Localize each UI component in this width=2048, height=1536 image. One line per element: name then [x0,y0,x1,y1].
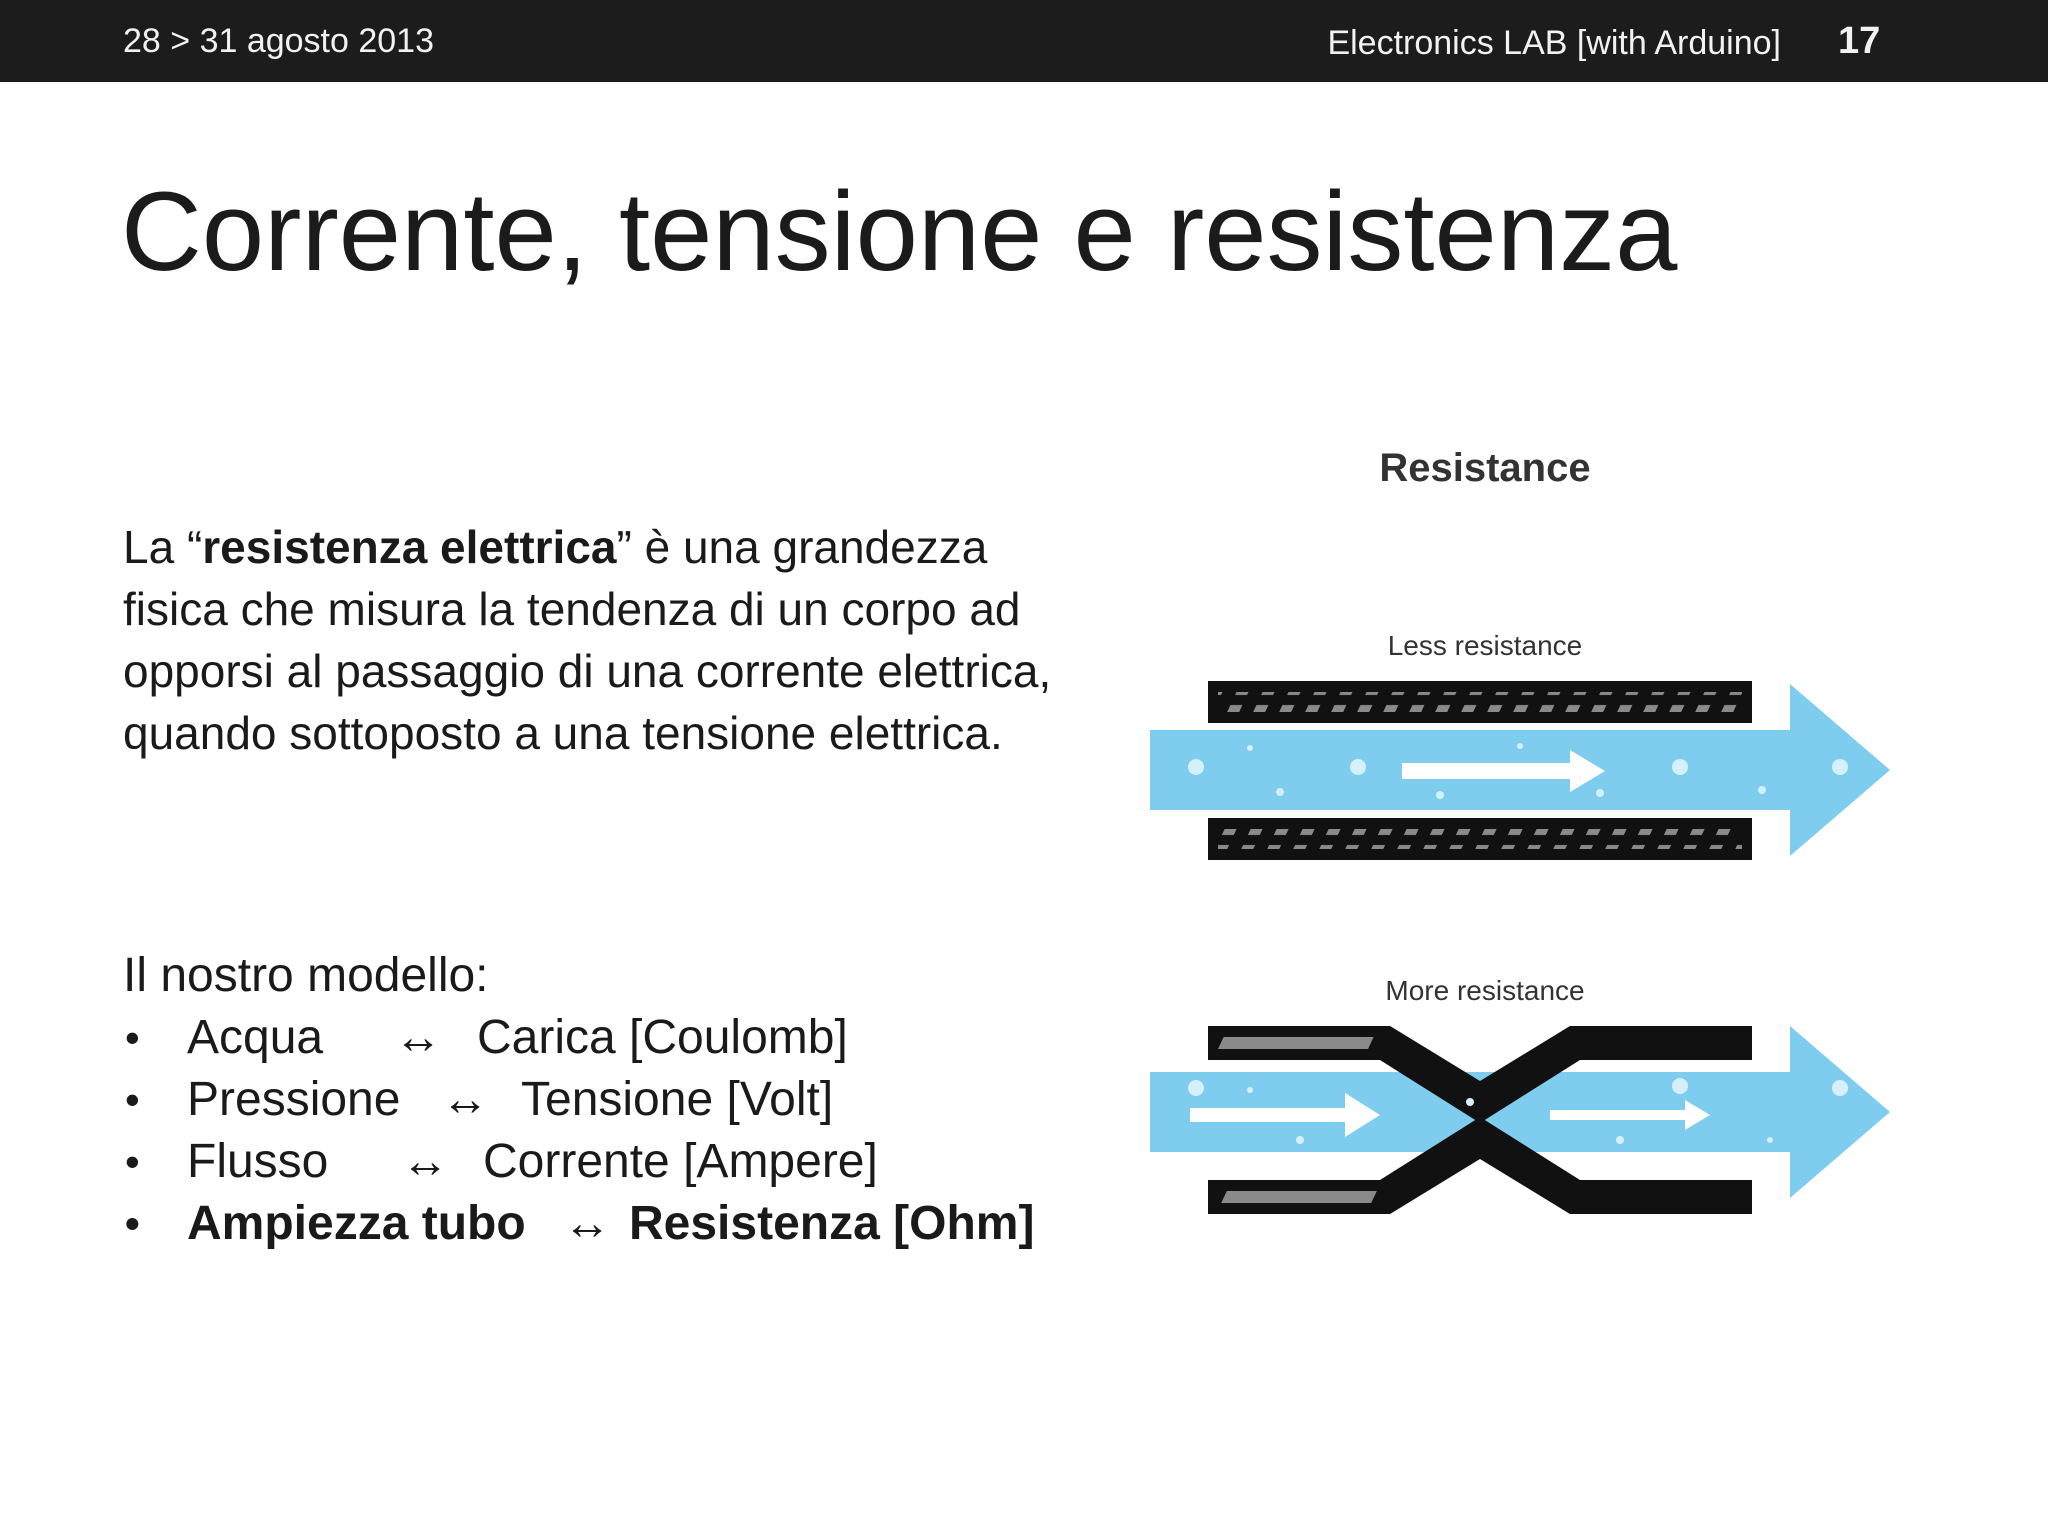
less-resistance-diagram [1150,681,1890,860]
model-item [123,1007,1123,1069]
resistance-figure [1140,440,1920,1300]
model-item [123,1131,1123,1193]
definition-rest: ” è una grandezza fisica che misura la tendenza di un corpo ad opporsi al passaggio di una corrente elettrica, quando sottoposto a una tensione elettrica. [123,521,1052,759]
model-item-left: Acqua [187,1011,324,1064]
double-arrow-icon: ↔ [401,1135,449,1188]
more-resistance-label: More resistance [1385,975,1585,1006]
model-item-left: Flusso [187,1135,329,1188]
double-arrow-icon: ↔ [441,1073,489,1126]
model-item-right: Carica [Coulomb] [477,1011,848,1064]
bullet: • [125,1200,140,1247]
definition-intro: La “ [123,521,203,573]
model-list [123,945,1123,1255]
figure-title: Resistance [1379,446,1591,490]
header-bar [0,0,2048,82]
definition-paragraph [123,516,1083,764]
less-resistance-label: Less resistance [1387,630,1583,661]
header-course-title: Electronics LAB [with Arduino] [1327,24,1781,62]
model-item-left: Ampiezza tubo [187,1197,526,1250]
bullet: • [125,1014,140,1061]
resistance-diagram [1140,440,1920,1300]
page-number: 17 [1838,20,1881,62]
bullet: • [125,1076,140,1123]
double-arrow-icon: ↔ [563,1197,611,1250]
definition-term: resistenza elettrica [202,521,617,573]
model-item-right: Tensione [Volt] [521,1073,834,1126]
model-item-right: Resistenza [Ohm] [629,1197,1035,1250]
double-arrow-icon: ↔ [394,1011,442,1064]
model-item [123,1193,1123,1255]
model-heading: Il nostro modello: [123,949,489,1002]
slide-title: Corrente, tensione e resistenza [121,169,1678,294]
more-resistance-diagram [1150,1026,1890,1214]
header-date: 28 > 31 agosto 2013 [123,22,434,60]
model-item-right: Corrente [Ampere] [483,1135,878,1188]
model-item-left: Pressione [187,1073,401,1126]
model-item [123,1069,1123,1131]
bullet: • [125,1138,140,1185]
